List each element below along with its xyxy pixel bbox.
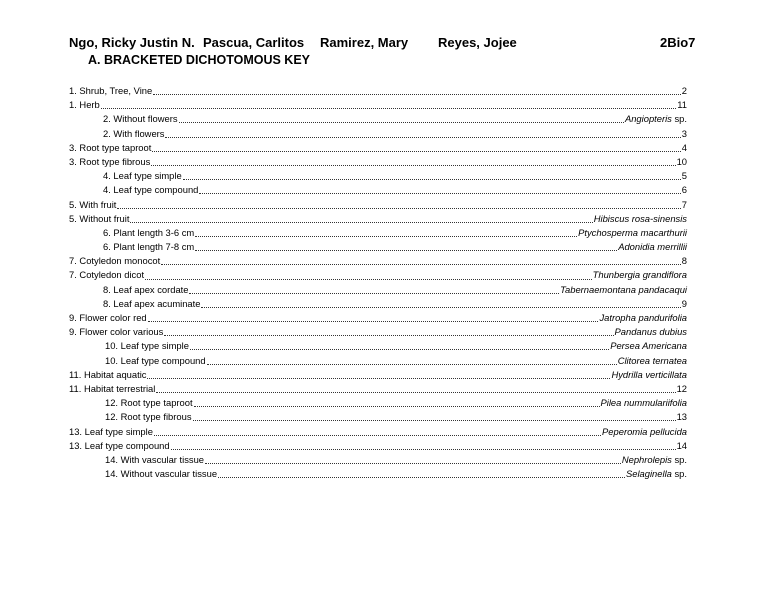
key-couplet-text: 2. With flowers [103, 127, 165, 139]
key-couplet-text: 10. Leaf type simple [105, 340, 189, 352]
author-name-2: Pascua, Carlitos [203, 35, 305, 50]
dot-leader [189, 292, 559, 294]
key-row [69, 127, 687, 141]
dot-leader [156, 391, 675, 393]
key-couplet-text: 13. Leaf type simple [69, 425, 153, 437]
dot-leader [195, 235, 577, 237]
next-couplet-number: 9 [681, 297, 687, 309]
key-row [69, 254, 687, 268]
dot-leader [152, 150, 680, 152]
next-couplet-number: 11 [677, 99, 687, 111]
key-row [69, 396, 687, 410]
key-row [69, 169, 687, 183]
species-name [625, 112, 687, 126]
next-couplet-number: 2 [681, 85, 687, 96]
next-couplet-number: 6 [681, 184, 687, 196]
species-name: Ptychosperma macarthurii [578, 226, 687, 238]
key-couplet-text: 11. Habitat aquatic [69, 368, 147, 380]
key-couplet-text: 13. Leaf type compound [69, 439, 170, 451]
key-row [69, 198, 687, 212]
species-name: Tabernaemontana pandacaqui [560, 283, 687, 295]
dot-leader [201, 306, 680, 308]
dot-leader [207, 363, 617, 365]
key-row [69, 382, 687, 396]
dot-leader [117, 207, 680, 209]
key-couplet-text: 12. Root type fibrous [105, 411, 192, 423]
key-couplet-text: 8. Leaf apex cordate [103, 283, 189, 295]
key-row [69, 453, 687, 467]
key-row [69, 155, 687, 169]
genus-name: Angiopteris [624, 113, 672, 125]
key-row [69, 354, 687, 368]
dot-leader [183, 178, 681, 180]
dot-leader [148, 320, 599, 322]
dot-leader [147, 377, 610, 379]
key-couplet-text: 6. Plant length 3-6 cm [103, 226, 195, 238]
key-row [69, 98, 687, 112]
key-couplet-text: 1. Herb [69, 99, 100, 111]
species-name: Persea Americana [610, 340, 687, 352]
key-row [69, 467, 687, 481]
author-name-1: Ngo, Ricky Justin N. [69, 35, 195, 50]
dot-leader [101, 107, 677, 109]
species-abbrev: sp. [671, 453, 687, 465]
key-row [69, 183, 687, 197]
key-row [69, 368, 687, 382]
key-row [69, 84, 687, 98]
key-row [69, 240, 687, 254]
key-couplet-text: 7. Cotyledon dicot [69, 269, 145, 281]
key-couplet-text: 11. Habitat terrestrial [69, 382, 156, 394]
key-row [69, 226, 687, 240]
key-couplet-text: 12. Root type taproot [105, 397, 193, 409]
species-name: Clitorea ternatea [617, 354, 687, 366]
author-name-4: Reyes, Jojee [438, 35, 517, 50]
species-name: Pandanus dubius [614, 326, 687, 338]
next-couplet-number: 5 [681, 170, 687, 182]
species-name: Hydrilla verticillata [611, 368, 687, 380]
key-couplet-text: 10. Leaf type compound [105, 354, 206, 366]
dot-leader [199, 192, 680, 194]
next-couplet-number: 4 [681, 141, 687, 153]
key-row [69, 339, 687, 353]
key-couplet-text: 7. Cotyledon monocot [69, 255, 161, 267]
section-code: 2Bio7 [660, 35, 696, 50]
key-couplet-text: 4. Leaf type compound [103, 184, 199, 196]
key-couplet-text: 8. Leaf apex acuminate [103, 297, 201, 309]
next-couplet-number: 10 [676, 155, 687, 167]
dot-leader [130, 221, 592, 223]
dot-leader [164, 334, 613, 336]
species-name [626, 467, 687, 481]
species-abbrev: sp. [671, 468, 687, 480]
key-row [69, 212, 687, 226]
species-name: Hibiscus rosa-sinensis [593, 212, 687, 224]
dot-leader [151, 164, 675, 166]
dot-leader [165, 136, 680, 138]
key-couplet-text: 9. Flower color red [69, 312, 147, 323]
author-name-3: Ramirez, Mary [320, 35, 409, 50]
dot-leader [205, 462, 621, 464]
document-title: A. BRACKETED DICHOTOMOUS KEY [88, 53, 311, 67]
dot-leader [145, 278, 592, 280]
dot-leader [193, 419, 676, 421]
dot-leader [179, 121, 624, 123]
species-name: Thunbergia grandiflora [592, 269, 687, 281]
next-couplet-number: 12 [676, 382, 687, 394]
species-name: Pilea nummulariifolia [600, 397, 687, 409]
next-couplet-number: 8 [681, 255, 687, 267]
genus-name: Nephrolepis [621, 453, 672, 465]
dichotomous-key [69, 84, 687, 481]
dot-leader [171, 448, 676, 450]
species-name: Peperomia pellucida [602, 425, 687, 437]
next-couplet-number: 13 [676, 411, 687, 423]
key-couplet-text: 2. Without flowers [103, 113, 178, 125]
species-abbrev: sp. [671, 113, 687, 125]
next-couplet-number: 14 [676, 439, 687, 451]
species-name: Adonidia merrillii [618, 241, 687, 253]
key-couplet-text: 3. Root type fibrous [69, 155, 151, 167]
dot-leader [190, 348, 609, 350]
species-name [622, 453, 687, 467]
key-couplet-text: 6. Plant length 7-8 cm [103, 241, 195, 253]
key-couplet-text: 14. With vascular tissue [105, 453, 204, 465]
dot-leader [161, 263, 681, 265]
dot-leader [195, 249, 617, 251]
next-couplet-number: 3 [681, 127, 687, 139]
key-couplet-text: 5. Without fruit [69, 212, 130, 224]
next-couplet-number: 7 [681, 198, 687, 210]
key-row [69, 410, 687, 424]
key-row [69, 112, 687, 126]
species-name: Jatropha pandurifolia [599, 312, 687, 323]
key-couplet-text: 4. Leaf type simple [103, 170, 182, 182]
dot-leader [153, 93, 681, 95]
key-row [69, 311, 687, 325]
key-couplet-text: 3. Root type taproot [69, 141, 152, 153]
key-couplet-text: 9. Flower color various [69, 326, 164, 338]
key-row [69, 425, 687, 439]
dot-leader [218, 476, 625, 478]
dot-leader [154, 434, 601, 436]
key-couplet-text: 14. Without vascular tissue [105, 468, 218, 480]
genus-name: Selaginella [626, 468, 672, 480]
key-row [69, 297, 687, 311]
key-row [69, 283, 687, 297]
dot-leader [194, 405, 600, 407]
key-row [69, 325, 687, 339]
key-row [69, 439, 687, 453]
key-row [69, 141, 687, 155]
key-couplet-text: 1. Shrub, Tree, Vine [69, 85, 153, 96]
key-row [69, 268, 687, 282]
key-couplet-text: 5. With fruit [69, 198, 117, 210]
